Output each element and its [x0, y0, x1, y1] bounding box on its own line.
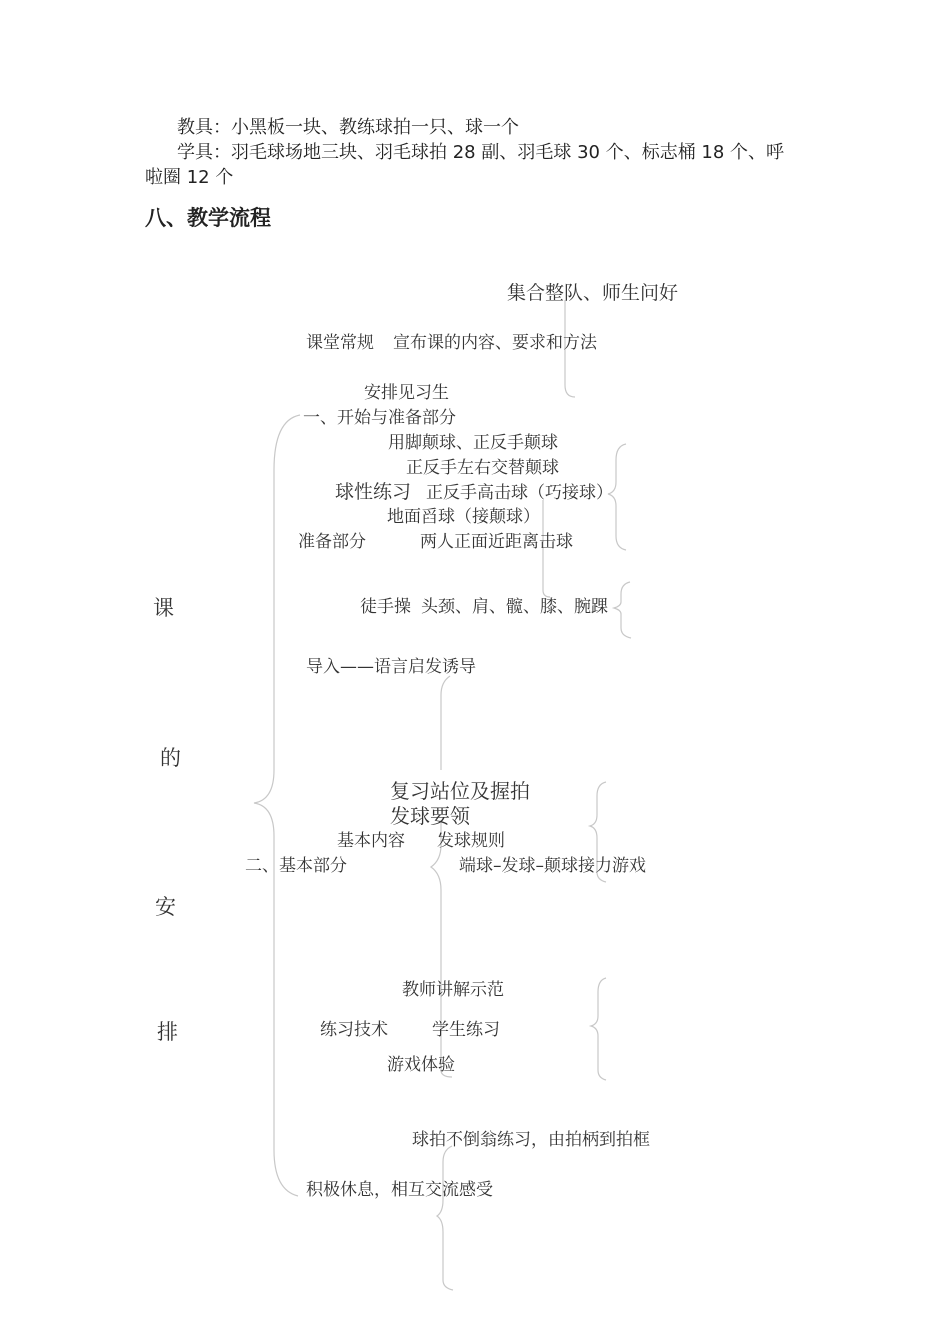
part2-title: 二、基本部分 [245, 856, 347, 876]
basic-item-4: 端球–发球–颠球接力游戏 [459, 856, 646, 876]
skill-brace [591, 978, 606, 1080]
final-brace [437, 1146, 453, 1290]
skill-item-1: 教师讲解示范 [402, 980, 504, 1000]
freehand-brace [614, 582, 631, 638]
warmup-label: 准备部分 [298, 532, 366, 552]
freehand-label: 徒手操 [360, 597, 411, 617]
basic-item-1: 复习站位及握拍 [390, 779, 530, 803]
main-brace [254, 415, 300, 1196]
routine-item-2: 宣布课的内容、要求和方法 [393, 333, 597, 353]
ball-practice-item-5: 两人正面近距离击球 [420, 532, 573, 552]
routine-label: 课堂常规 [306, 333, 374, 353]
ball-practice-item-1: 用脚颠球、正反手颠球 [388, 433, 558, 453]
student-materials-line-continued: 啦圈 12 个 [145, 167, 234, 188]
part1-title: 一、开始与准备部分 [303, 408, 456, 428]
side-char-4: 排 [157, 1020, 178, 1044]
side-char-3: 安 [155, 895, 176, 919]
skill-label: 练习技术 [320, 1020, 388, 1040]
ball-practice-item-2: 正反手左右交替颠球 [406, 458, 559, 478]
routine-item-1: 集合整队、师生问好 [507, 282, 679, 304]
basic-label: 基本内容 [337, 831, 405, 851]
intro-connector [441, 676, 450, 770]
ball-practice-label: 球性练习 [335, 481, 412, 503]
side-char-2: 的 [160, 746, 181, 770]
basic-item-3: 发球规则 [437, 831, 505, 851]
rest-item: 积极休息，相互交流感受 [306, 1180, 493, 1200]
routine-item-3: 安排见习生 [364, 383, 449, 403]
game-item: 球拍不倒翁练习，由拍柄到拍框 [412, 1130, 650, 1150]
basic-item-2: 发球要领 [390, 804, 470, 828]
side-char-1: 课 [153, 596, 174, 620]
section-heading: 八、教学流程 [145, 206, 271, 230]
part2-intro: 导入——语言启发诱导 [306, 657, 476, 677]
freehand-item-1: 头颈、肩、髋、膝、腕踝 [421, 597, 608, 617]
skill-item-2: 学生练习 [432, 1020, 500, 1040]
ball-practice-item-3: 正反手高击球（巧接球） [426, 483, 613, 503]
student-materials-line: 学具：羽毛球场地三块、羽毛球拍 28 副、羽毛球 30 个、标志桶 18 个、呼 [177, 142, 785, 163]
teacher-materials-line: 教具：小黑板一块、教练球拍一只、球一个 [177, 117, 519, 138]
skill-item-3: 游戏体验 [387, 1055, 455, 1075]
ball-practice-item-4: 地面舀球（接颠球） [387, 507, 540, 527]
